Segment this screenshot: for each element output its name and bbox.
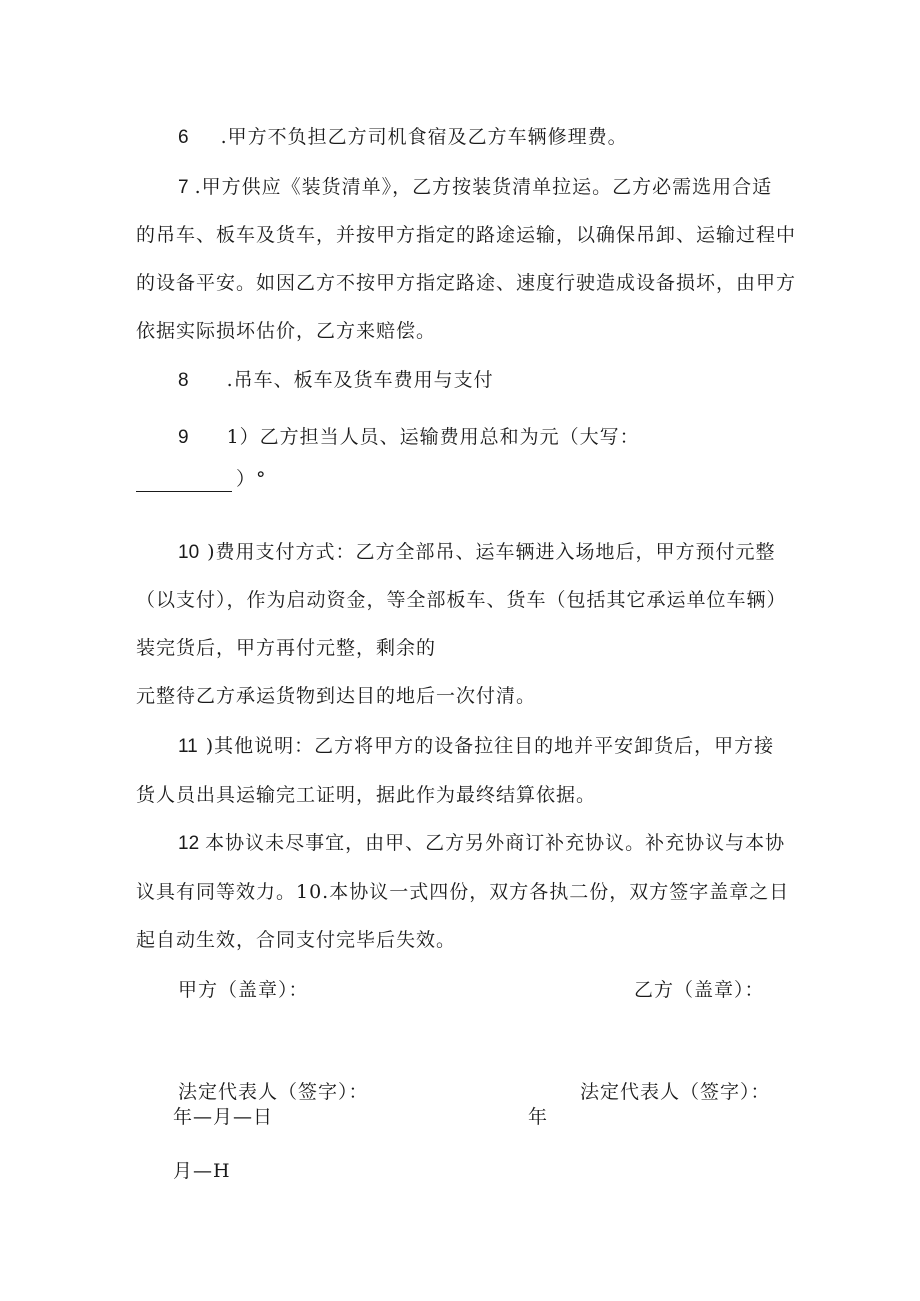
party-a-representative-label: 法定代表人（签字）： <box>178 1081 369 1103</box>
party-a-seal-label: 甲方（盖章）： <box>178 979 309 1001</box>
party-b-representative-label: 法定代表人（签字）： <box>580 1081 771 1103</box>
clause-7-line-2: 的吊车、板车及货车，并按甲方指定的路途运输，以确保吊卸、运输过程中 <box>136 224 797 246</box>
clause-6 <box>178 124 628 151</box>
clause-10-line-1: 10 )费用支付方式：乙方全部吊、运车辆进入场地后，甲方预付元整 <box>178 541 776 563</box>
clause-10-line-2: （以支付），作为启动资金，等全部板车、货车（包括其它承运单位车辆） <box>136 589 787 611</box>
party-b-seal-label: 乙方（盖章）： <box>634 979 765 1001</box>
clause-7-number: 7 <box>178 177 189 198</box>
clause-9 <box>178 424 640 451</box>
clause-12-number: 12 <box>178 833 200 854</box>
clause-9-number: 9 <box>178 427 189 448</box>
clause-10-number: 10 <box>178 542 200 563</box>
party-b-date-year: 年 <box>528 1106 549 1128</box>
clause-7-line-3: 的设备平安。如因乙方不按甲方指定路途、速度行驶造成设备损坏，由甲方 <box>136 272 797 294</box>
clause-12-line-3: 起自动生效，合同支付完毕后失效。 <box>136 929 457 951</box>
clause-9-tail: ）° <box>236 468 267 490</box>
clause-8 <box>178 367 494 394</box>
fill-in-blank-line <box>136 473 232 492</box>
clause-7-line-1: 7 .甲方供应《装货清单》，乙方按装货清单拉运。乙方必需选用合适 <box>178 176 773 198</box>
clause-10-line-4: 元整待乙方承运货物到达目的地后一次付清。 <box>136 685 537 707</box>
clause-10-line-3: 装完货后，甲方再付元整，剩余的 <box>136 637 437 659</box>
clause-11-number: 11 <box>178 736 198 757</box>
clause-6-number: 6 <box>178 127 189 148</box>
clause-12-line-1: 12 本协议未尽事宜，由甲、乙方另外商订补充协议。补充协议与本协 <box>178 832 786 854</box>
clause-11-line-1: 11 )其他说明：乙方将甲方的设备拉往目的地并平安卸货后，甲方接 <box>178 735 775 757</box>
clause-6-text: .甲方不负担乙方司机食宿及乙方车辆修理费。 <box>220 126 628 148</box>
clause-9-continuation <box>136 466 267 492</box>
clause-11-line-2: 货人员出具运输完工证明，据此作为最终结算依据。 <box>136 784 597 806</box>
clause-7-line-4: 依据实际损坏估价，乙方来赔偿。 <box>136 320 437 342</box>
party-b-date-month-day: 月—H <box>173 1160 231 1182</box>
clause-9-text: 1）乙方担当人员、运输费用总和为元（大写： <box>226 426 640 448</box>
clause-8-number: 8 <box>178 370 189 391</box>
party-a-date: 年—月—日 <box>173 1106 274 1128</box>
clause-12-line-2: 议具有同等效力。10.本协议一式四份，双方各执二份，双方签字盖章之日 <box>136 881 790 903</box>
clause-8-text: .吊车、板车及货车费用与支付 <box>226 369 494 391</box>
